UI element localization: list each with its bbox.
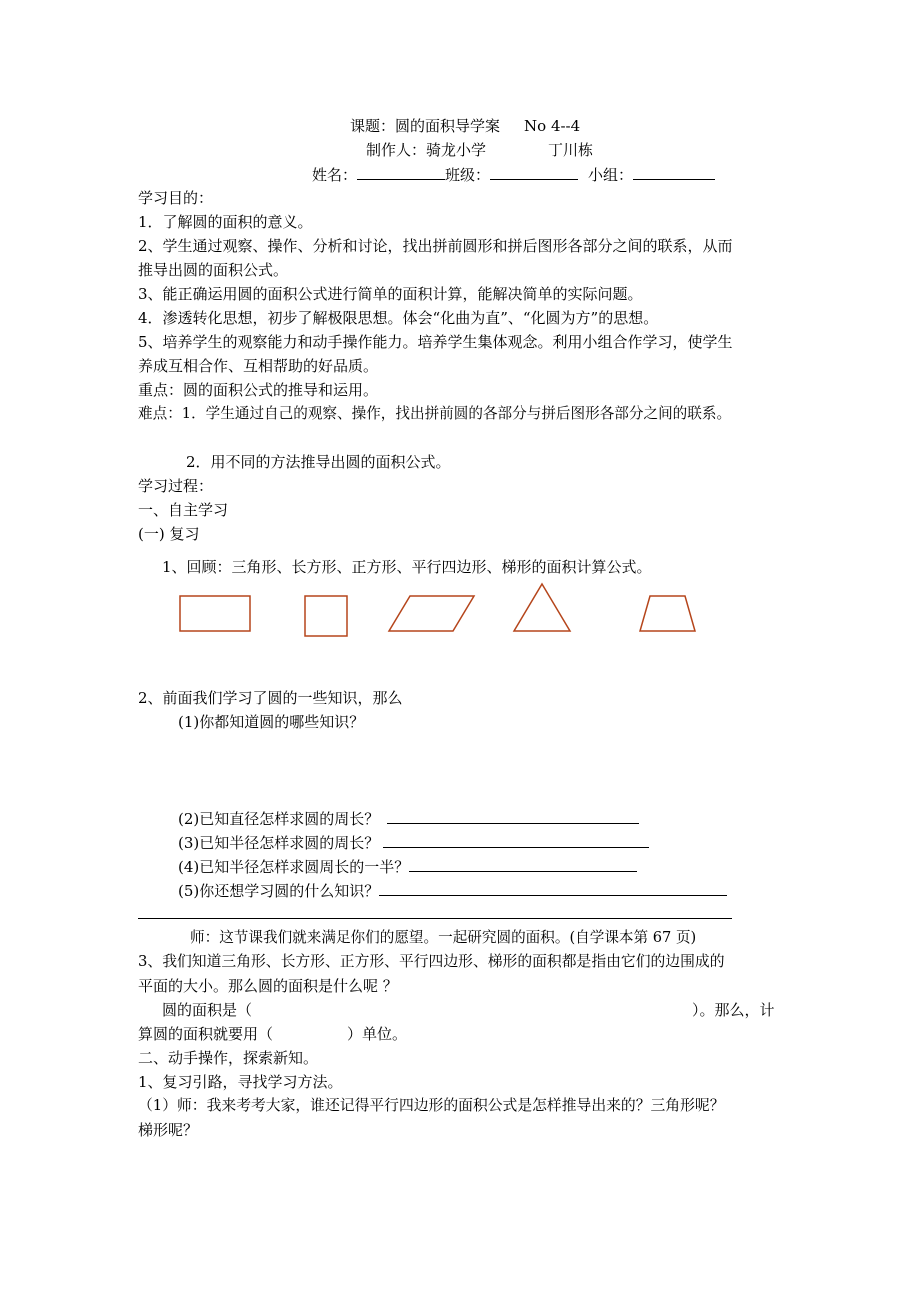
- author-line: 制作人：骑龙小学 丁川栋: [366, 141, 594, 159]
- answer-blank[interactable]: [379, 880, 727, 896]
- question-3-line-3b: ）。那么，计: [692, 1001, 775, 1019]
- class-label: 班级：: [445, 166, 491, 184]
- answer-blank[interactable]: [409, 856, 637, 872]
- question-2-5: (5)你还想学习圆的什么知识？: [178, 880, 727, 901]
- key-point: 重点：圆的面积公式的推导和运用。: [138, 381, 379, 399]
- rectangle-shape: [180, 596, 250, 631]
- step-1-1-continued: 梯形呢？: [138, 1121, 199, 1139]
- question-3-line-4: 算圆的面积就要用（ ）单位。: [138, 1025, 408, 1043]
- teacher-note: 师：这节课我们就来满足你们的愿望。一起研究圆的面积。(自学课本第 67 页): [190, 929, 697, 946]
- step-1-1: （1）师：我来考考大家，谁还记得平行四边形的面积公式是怎样推导出来的？三角形呢？: [138, 1097, 725, 1114]
- section-heading: 一、自主学习: [138, 501, 229, 519]
- trapezoid-shape: [640, 596, 695, 631]
- process-heading: 学习过程：: [138, 477, 214, 495]
- question-3-line-1: 3、我们知道三角形、长方形、正方形、平行四边形、梯形的面积都是指由它们的边围成的: [138, 953, 725, 970]
- section-heading: 二、动手操作，探索新知。: [138, 1049, 319, 1067]
- objective-item: 4．渗透转化思想，初步了解极限思想。体会“化曲为直”、“化圆为方”的思想。: [138, 309, 659, 327]
- objective-item: 5、培养学生的观察能力和动手操作能力。培养学生集体观念。利用小组合作学习，使学生: [138, 333, 733, 351]
- square-shape: [305, 596, 347, 636]
- parallelogram-shape: [389, 596, 474, 631]
- review-question: 1、回顾：三角形、长方形、正方形、平行四边形、梯形的面积计算公式。: [162, 558, 652, 576]
- question-2-4: (4)已知半径怎样求圆周长的一半？: [178, 856, 637, 877]
- answer-continuation-line[interactable]: [138, 918, 732, 919]
- difficulty-1: 难点：1．学生通过自己的观察、操作，找出拼前圆的各部分与拼后图形各部分之间的联系。: [138, 405, 732, 422]
- name-label: 姓名：: [312, 166, 358, 184]
- answer-blank[interactable]: [383, 832, 649, 848]
- answer-blank[interactable]: [387, 808, 639, 824]
- question-3-line-2: 平面的大小。那么圆的面积是什么呢 ？: [138, 977, 398, 995]
- group-label: 小组：: [588, 166, 634, 184]
- objective-item: 养成互相合作、互相帮助的好品质。: [138, 357, 379, 375]
- objective-item: 2、学生通过观察、操作、分析和讨论，找出拼前圆形和拼后图形各部分之间的联系，从而: [138, 237, 733, 255]
- triangle-shape: [514, 584, 570, 631]
- lesson-title: 课题：圆的面积导学案 No 4--4: [350, 117, 581, 135]
- objective-item: 推导出圆的面积公式。: [138, 261, 289, 279]
- objective-item: 1．了解圆的面积的意义。: [138, 213, 313, 231]
- objectives-heading: 学习目的：: [138, 189, 214, 207]
- difficulty-2: 2．用不同的方法推导出圆的面积公式。: [186, 453, 451, 471]
- question-2-3: (3)已知半径怎样求圆的周长？: [178, 832, 649, 853]
- step-heading: 1、复习引路，寻找学习方法。: [138, 1073, 343, 1091]
- question-3-line-3a: 圆的面积是（: [162, 1001, 253, 1019]
- question-2-1: (1)你都知道圆的哪些知识？: [178, 713, 365, 731]
- question-2-intro: 2、前面我们学习了圆的一些知识，那么: [138, 689, 403, 707]
- question-2-2: (2)已知直径怎样求圆的周长？: [178, 808, 639, 829]
- objective-item: 3、能正确运用圆的面积公式进行简单的面积计算，能解决简单的实际问题。: [138, 285, 643, 303]
- subsection-heading: (一) 复习: [138, 525, 200, 543]
